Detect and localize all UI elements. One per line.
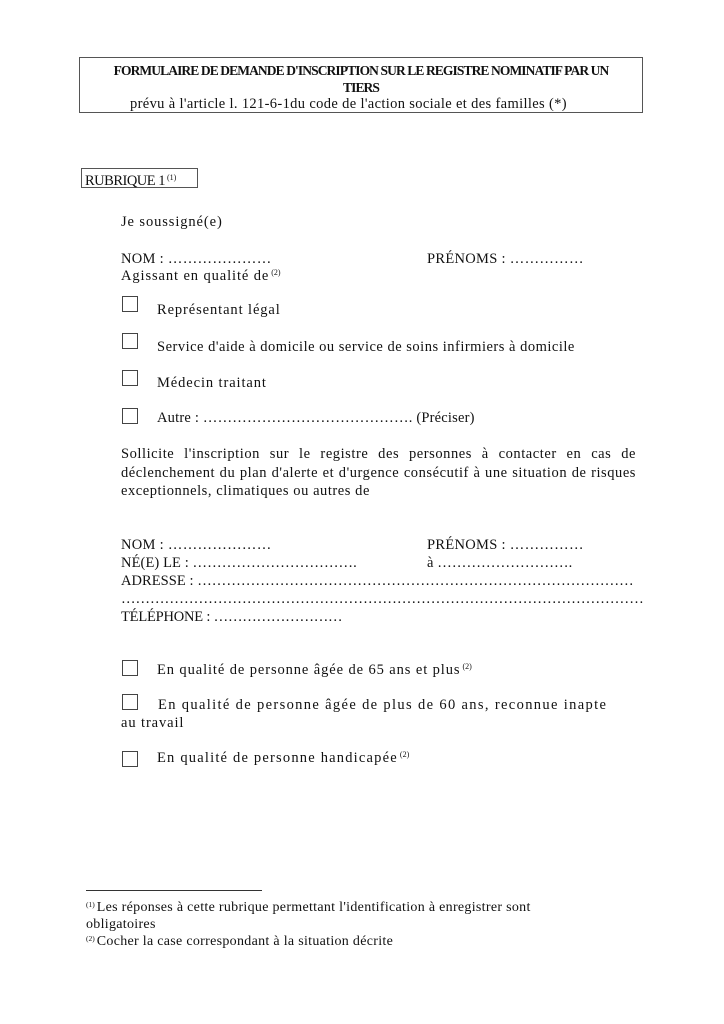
checkbox-medecin-traitant[interactable] [122, 370, 138, 386]
declarant-nom-field[interactable]: NOM : ………………… [121, 251, 272, 267]
footnote-1-text: Les réponses à cette rubrique permettant l'identification à enregistrer sont [96, 900, 531, 915]
person-nom-field[interactable]: NOM : ………………… [121, 537, 272, 553]
option-personne-agee-60-inapte: En qualité de personne âgée de plus de 60 ans, reconnue inapte [158, 697, 608, 713]
footnote-2-marker: (2) [86, 934, 95, 943]
intro-text: Je soussigné(e) [121, 214, 223, 230]
checkbox-service-aide[interactable] [122, 333, 138, 349]
agissant-text: Agissant en qualité de [121, 268, 270, 284]
person-telephone-field[interactable]: TÉLÉPHONE : ……………………… [121, 609, 343, 625]
form-title-box [79, 57, 643, 113]
agissant-note: (2) [271, 268, 281, 277]
rubrique-note: (1) [167, 173, 177, 182]
form-title-line2: TIERS [342, 80, 380, 95]
option-personne-handicapee [157, 750, 409, 767]
rubrique-label: RUBRIQUE 1 [85, 173, 165, 189]
checkbox-autre[interactable] [122, 408, 138, 424]
person-address-field[interactable]: ADRESSE : ……………………………………………………………………………… [121, 573, 634, 589]
form-subtitle: prévu à l'article l. 121-6-1du code de l'action sociale et des familles (*) [130, 96, 567, 112]
footnote-1-cont: obligatoires [86, 917, 156, 932]
checkbox-personne-agee-60-inapte[interactable] [122, 694, 138, 710]
checkbox-personne-agee-65[interactable] [122, 660, 138, 676]
option-personne-handicapee-note: (2) [399, 750, 410, 759]
footnote-1 [86, 900, 531, 916]
footnote-divider [86, 890, 262, 891]
rubrique-heading [81, 168, 198, 188]
agissant-label [121, 268, 281, 285]
person-birthplace-field[interactable]: à ………………………. [427, 555, 573, 571]
footnote-2-text: Cocher la case correspondant à la situation décrite [96, 934, 394, 949]
option-personne-agee-60-inapte-cont: au travail [121, 715, 185, 731]
checkbox-personne-handicapee[interactable] [122, 751, 138, 767]
checkbox-representant-legal[interactable] [122, 296, 138, 312]
option-medecin-traitant: Médecin traitant [157, 375, 267, 391]
person-prenoms-field[interactable]: PRÉNOMS : …………… [427, 537, 584, 553]
option-autre[interactable]: Autre : ……………………………………. (Préciser) [157, 410, 475, 426]
footnote-2 [86, 934, 393, 950]
footnote-1-marker: (1) [86, 900, 95, 909]
option-service-aide: Service d'aide à domicile ou service de soins infirmiers à domicile [157, 339, 575, 355]
form-title-line1: FORMULAIRE DE DEMANDE D'INSCRIPTION SUR LE REGISTRE NOMINATIF PAR UN [113, 63, 609, 78]
option-personne-agee-65-note: (2) [462, 662, 472, 671]
person-address-line2-field[interactable]: ……………………………………………………………………………………………… [121, 591, 644, 607]
request-paragraph: Sollicite l'inscription sur le registre des personnes à contacter en cas de déclenchement du plan d'alerte et d'urgence consécutif à une situation de risques exceptionnels, climatiques ou autres de [121, 446, 636, 499]
option-representant-legal: Représentant légal [157, 302, 281, 318]
declarant-prenoms-field[interactable]: PRÉNOMS : …………… [427, 251, 584, 267]
option-personne-agee-65 [157, 662, 472, 679]
option-personne-handicapee-text: En qualité de personne handicapée [157, 750, 398, 766]
person-birthdate-field[interactable]: NÉ(E) LE : ……………………………. [121, 555, 357, 571]
option-personne-agee-65-text: En qualité de personne âgée de 65 ans et plus [157, 662, 461, 678]
